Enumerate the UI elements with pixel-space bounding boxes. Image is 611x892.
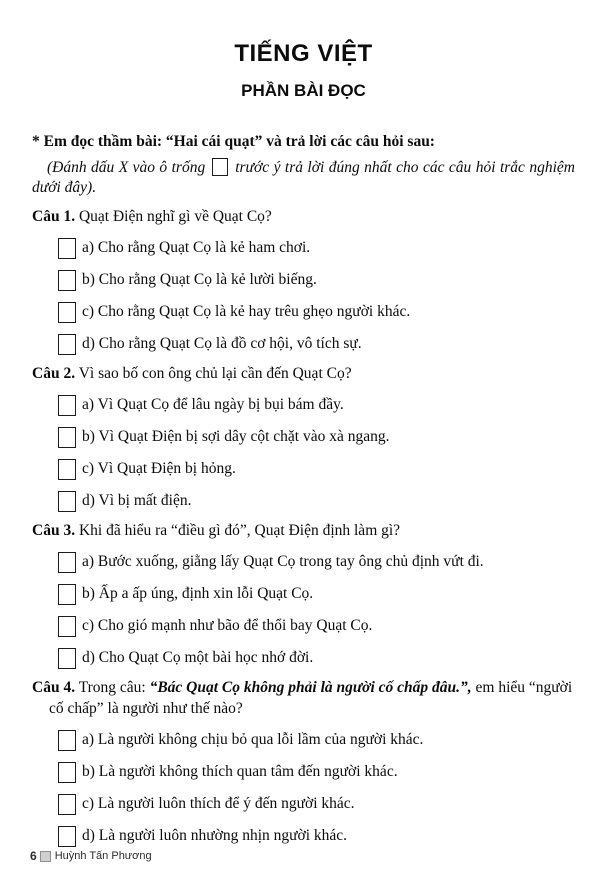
option-label-1d: d) Cho rằng Quạt Cọ là đồ cơ hội, vô tích sự. (82, 335, 362, 352)
option-label-4b: b) Là người không thích quan tâm đến người khác. (82, 763, 398, 780)
question-1 (32, 206, 575, 355)
question-4-option-a (58, 729, 575, 751)
marking-note-post: trước ý trả lời đúng nhất cho các câu hỏi trắc nghiệm dưới đây). (32, 159, 576, 196)
question-2-option-b (58, 426, 575, 448)
question-4-option-d (58, 825, 575, 847)
page-title: TIẾNG VIỆT (234, 40, 373, 67)
option-label-1a: a) Cho rằng Quạt Cọ là kẻ ham chơi. (82, 239, 311, 256)
option-label-2a: a) Vì Quạt Cọ để lâu ngày bị bụi bám đầy. (82, 396, 344, 413)
question-1-label: Câu 1. (32, 208, 76, 225)
question-2-text: Vì sao bố con ông chủ lại cần đến Quạt Cọ? (78, 365, 352, 382)
option-label-3a: a) Bước xuống, giằng lấy Quạt Cọ trong tay ông chủ định vứt đi. (82, 553, 484, 570)
page-footer (30, 849, 152, 863)
question-4-option-c (58, 793, 575, 815)
question-2-option-c (58, 458, 575, 480)
answer-checkbox-1d[interactable] (58, 334, 76, 355)
answer-checkbox-4c[interactable] (58, 794, 76, 815)
reading-instruction: * Em đọc thầm bài: “Hai cái quạt” và trả lời các câu hỏi sau: (32, 133, 435, 150)
question-3-option-c (58, 615, 575, 637)
question-4-text-pre: Trong câu: (78, 679, 146, 696)
answer-checkbox-4a[interactable] (58, 730, 76, 751)
question-3-option-b (58, 583, 575, 605)
page-number: 6 (30, 849, 37, 863)
question-1-heading (32, 206, 575, 227)
option-label-1b: b) Cho rằng Quạt Cọ là kẻ lười biếng. (82, 271, 317, 288)
question-4-text-post: em hiểu “người cố chấp” là người như thế nào? (49, 679, 573, 717)
question-3-heading (32, 520, 575, 541)
option-label-1c: c) Cho rằng Quạt Cọ là kẻ hay trêu ghẹo người khác. (82, 303, 411, 320)
option-label-4a: a) Là người không chịu bỏ qua lỗi lầm của người khác. (82, 731, 424, 748)
question-2-heading (32, 363, 575, 384)
option-label-4d: d) Là người luôn nhường nhịn người khác. (82, 827, 348, 844)
answer-checkbox-2d[interactable] (58, 491, 76, 512)
question-4-option-b (58, 761, 575, 783)
marking-note-pre: (Đánh dấu X vào ô trống (47, 159, 206, 176)
question-2-option-d (58, 490, 575, 512)
question-4 (32, 677, 575, 847)
question-2-option-a (58, 394, 575, 416)
option-label-4c: c) Là người luôn thích để ý đến người khác. (82, 795, 355, 812)
answer-checkbox-2c[interactable] (58, 459, 76, 480)
answer-checkbox-3c[interactable] (58, 616, 76, 637)
answer-checkbox-2b[interactable] (58, 427, 76, 448)
marking-note (32, 158, 575, 198)
question-1-text: Quạt Điện nghĩ gì về Quạt Cọ? (78, 208, 272, 225)
question-3-text: Khi đã hiểu ra “điều gì đó”, Quạt Điện định làm gì? (78, 522, 401, 539)
question-1-option-d (58, 333, 575, 355)
question-2-label: Câu 2. (32, 365, 76, 382)
answer-checkbox-2a[interactable] (58, 395, 76, 416)
answer-checkbox-4d[interactable] (58, 826, 76, 847)
question-1-option-c (58, 301, 575, 323)
question-4-quote: “Bác Quạt Cọ không phải là người cố chấp đâu.”, (149, 679, 472, 696)
empty-checkbox-icon (212, 158, 228, 176)
answer-checkbox-3d[interactable] (58, 648, 76, 669)
question-3-option-d (58, 647, 575, 669)
question-1-option-b (58, 269, 575, 291)
option-label-2c: c) Vì Quạt Điện bị hỏng. (82, 460, 236, 477)
option-label-3b: b) Ấp a ấp úng, định xin lỗi Quạt Cọ. (82, 585, 314, 602)
option-label-3c: c) Cho gió mạnh như bão để thổi bay Quạt Cọ. (82, 617, 373, 634)
answer-checkbox-4b[interactable] (58, 762, 76, 783)
question-4-label: Câu 4. (32, 679, 76, 696)
question-2 (32, 363, 575, 512)
question-4-heading (32, 677, 575, 719)
question-3 (32, 520, 575, 669)
answer-checkbox-3b[interactable] (58, 584, 76, 605)
answer-checkbox-1b[interactable] (58, 270, 76, 291)
option-label-2b: b) Vì Quạt Điện bị sợi dây cột chặt vào xà ngang. (82, 428, 390, 445)
question-1-option-a (58, 237, 575, 259)
option-label-3d: d) Cho Quạt Cọ một bài học nhớ đời. (82, 649, 314, 666)
answer-checkbox-3a[interactable] (58, 552, 76, 573)
question-3-option-a (58, 551, 575, 573)
book-logo-icon (40, 851, 51, 862)
author-name: Huỳnh Tấn Phương (54, 850, 152, 862)
page-subtitle: PHẦN BÀI ĐỌC (241, 81, 366, 100)
answer-checkbox-1c[interactable] (58, 302, 76, 323)
question-3-label: Câu 3. (32, 522, 76, 539)
answer-checkbox-1a[interactable] (58, 238, 76, 259)
option-label-2d: d) Vì bị mất điện. (82, 492, 192, 509)
